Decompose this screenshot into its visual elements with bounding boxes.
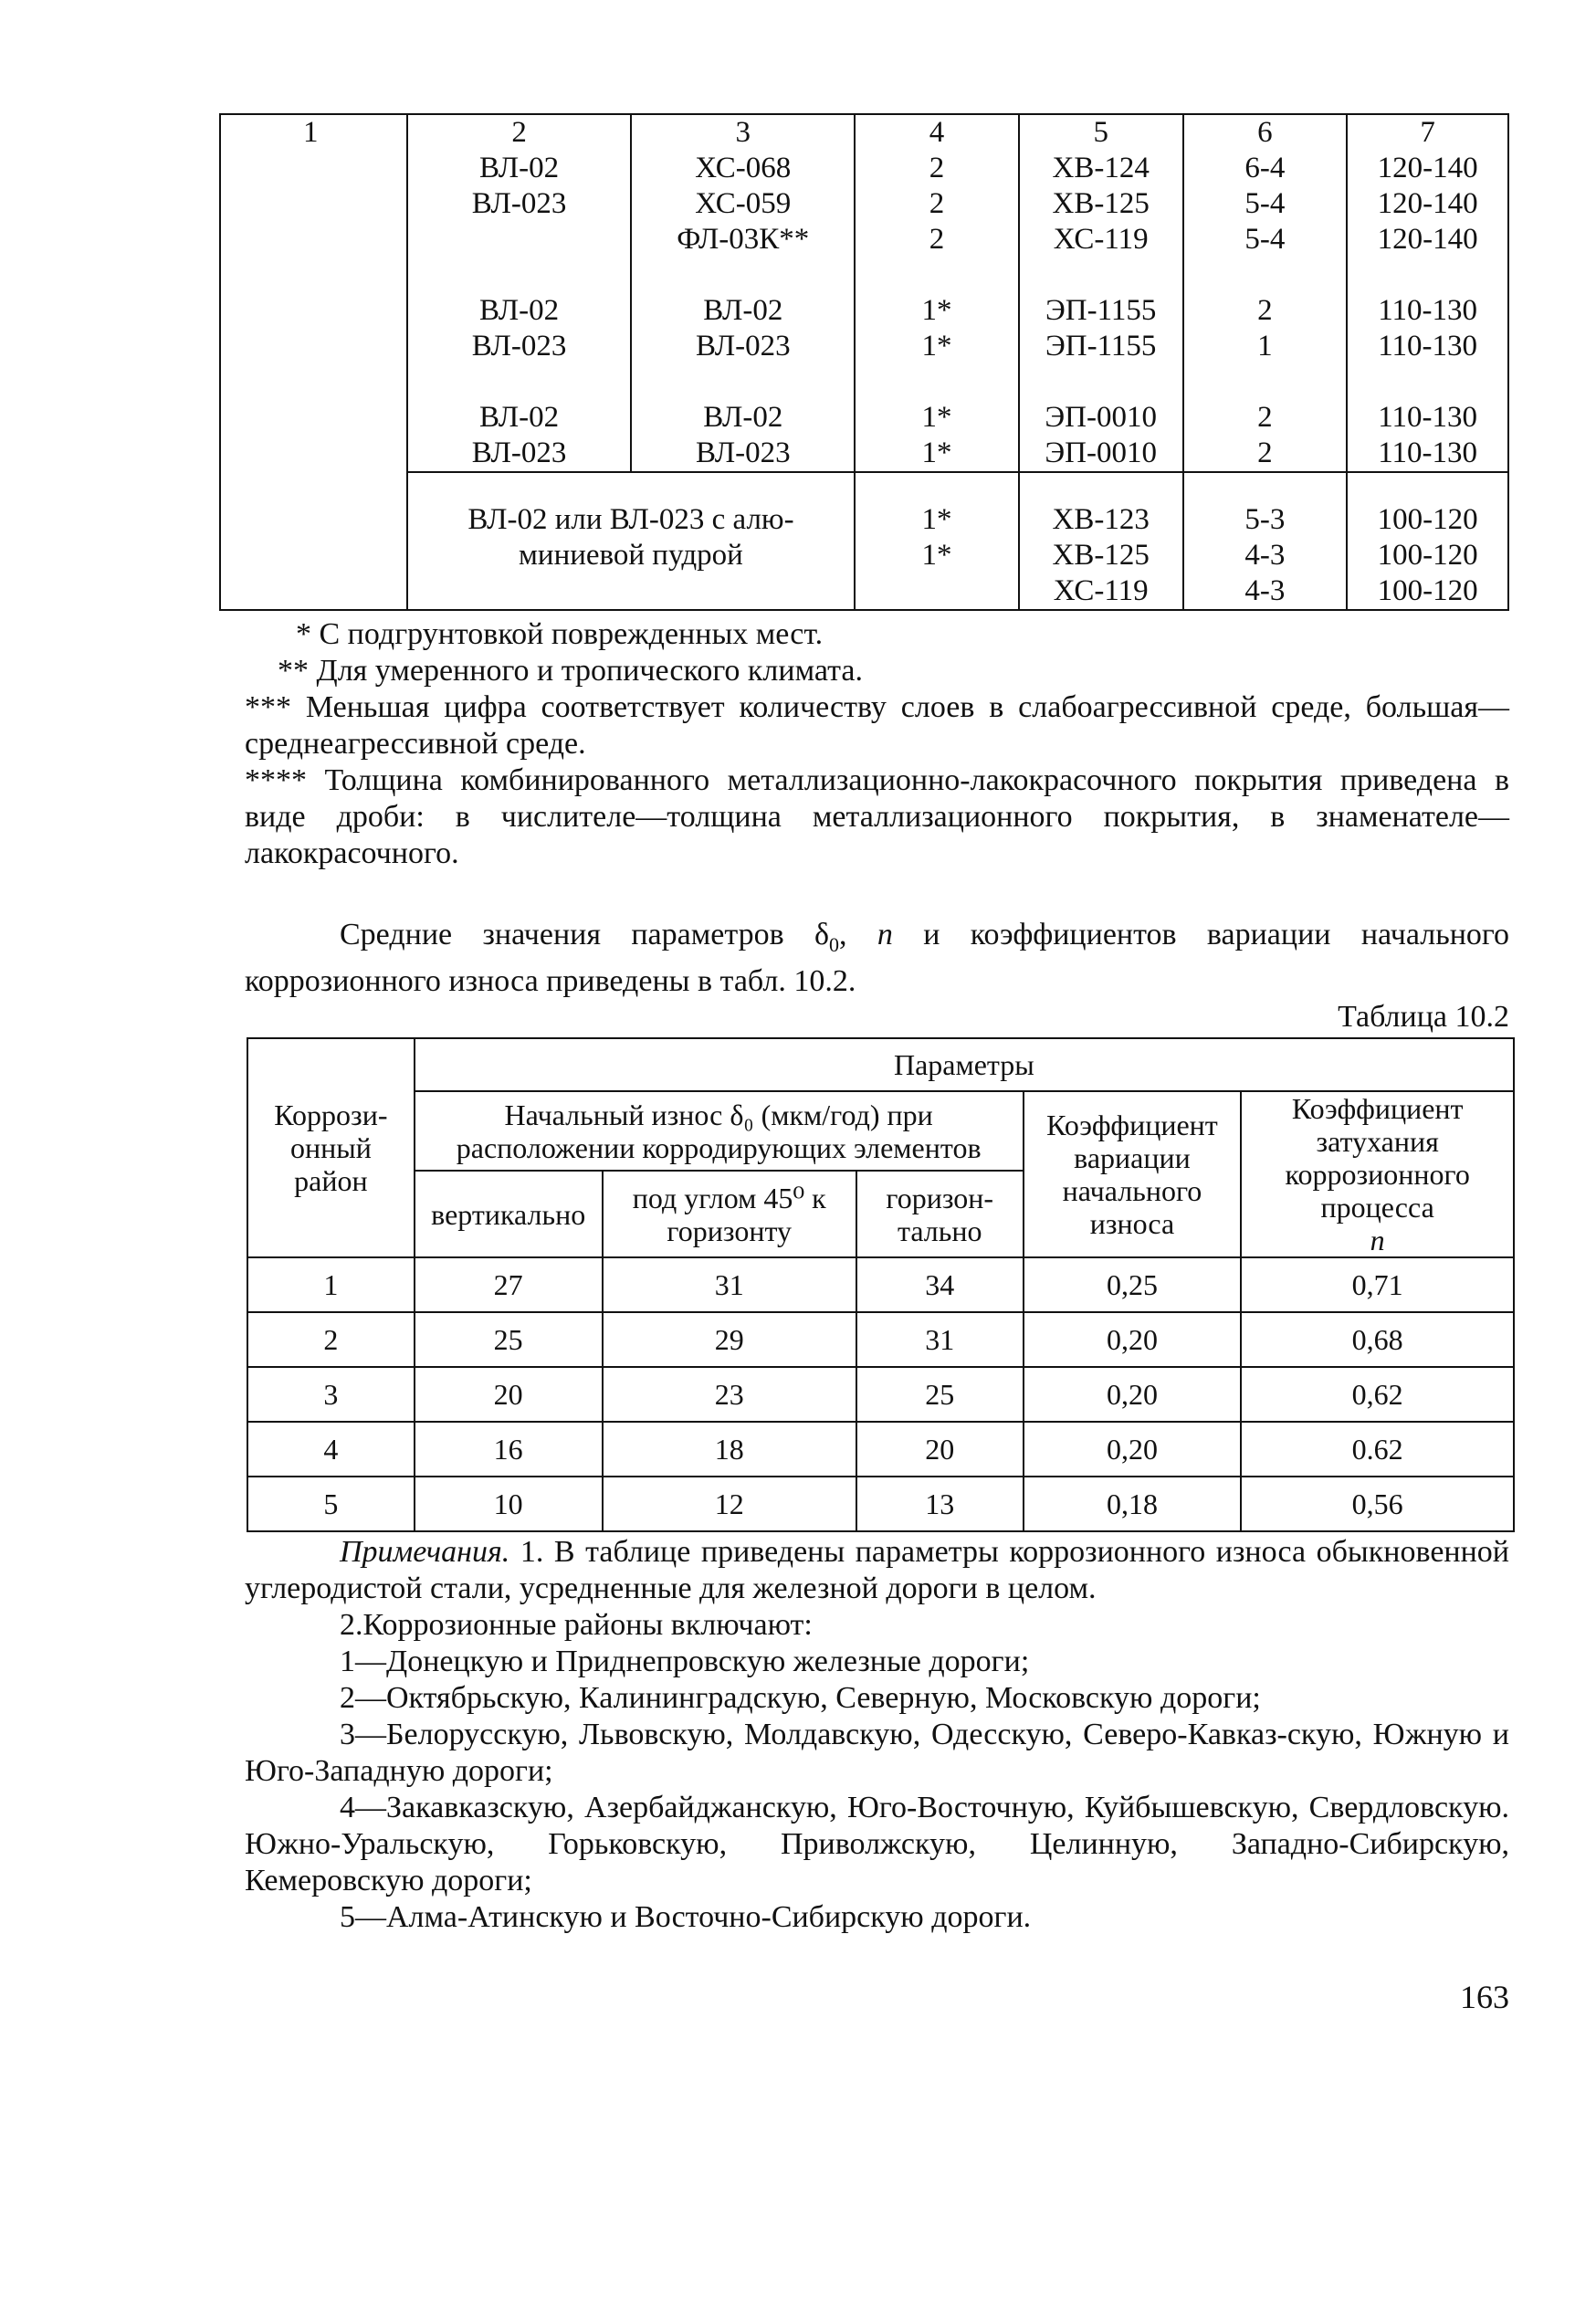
table-cell: 0,71 bbox=[1241, 1257, 1514, 1312]
region-2: 2—Октябрьскую, Калининградскую, Северную, Московскую дороги; bbox=[340, 1681, 1261, 1715]
table-cell: 10 bbox=[415, 1477, 603, 1531]
table-cell: 31 bbox=[856, 1312, 1024, 1367]
notes bbox=[245, 1534, 1509, 1936]
header-vertical: вертикально bbox=[415, 1171, 603, 1257]
footnote-3: *** Меньшая цифра соответствует количеству слоев в слабоагрессивной среде, большая—среднеагрессивной среде. bbox=[245, 690, 1509, 761]
table-row bbox=[247, 1422, 1514, 1477]
table-row bbox=[247, 1477, 1514, 1531]
header-wear: Начальный износ δ₀ (мкм/год) при расположении корродирующих элементов bbox=[415, 1091, 1024, 1171]
table-row bbox=[247, 1257, 1514, 1312]
table-cell: 0,18 bbox=[1024, 1477, 1242, 1531]
table-cell: 34 bbox=[856, 1257, 1024, 1312]
table-cell: 0,56 bbox=[1241, 1477, 1514, 1531]
header-angle: под углом 45⁰ к горизонту bbox=[603, 1171, 856, 1257]
table-cell: 16 bbox=[415, 1422, 603, 1477]
table-cell: 3 bbox=[247, 1367, 415, 1422]
footnotes bbox=[245, 616, 1509, 872]
table-cell: 0,62 bbox=[1241, 1367, 1514, 1422]
table-cell: 12 bbox=[603, 1477, 856, 1531]
table-cell: 4 bbox=[247, 1422, 415, 1477]
header-coef-damping: Коэффициент затухания коррозионного процесса n bbox=[1241, 1091, 1514, 1257]
table-cell: 20 bbox=[415, 1367, 603, 1422]
table-cell: 4 2 2 2 1* 1* 1* 1* bbox=[855, 114, 1019, 472]
table-header-row bbox=[247, 1038, 1514, 1091]
table-cell: ВЛ-02 или ВЛ-023 с алю- миниевой пудрой bbox=[407, 472, 855, 610]
table-cell: 29 bbox=[603, 1312, 856, 1367]
region-5: 5—Алма-Атинскую и Восточно-Сибирскую дороги. bbox=[340, 1900, 1032, 1934]
table-cell: 18 bbox=[603, 1422, 856, 1477]
table-caption: Таблица 10.2 bbox=[1338, 1000, 1509, 1034]
table-cell: 100-120 100-120 100-120 bbox=[1347, 472, 1508, 610]
table-cell: 1* 1* bbox=[855, 472, 1019, 610]
region-1: 1—Донецкую и Приднепровскую железные дороги; bbox=[340, 1645, 1030, 1678]
table-row bbox=[220, 472, 1508, 610]
table-cell: 5 bbox=[247, 1477, 415, 1531]
table-row bbox=[247, 1367, 1514, 1422]
region-3: 3—Белорусскую, Львовскую, Молдавскую, Одесскую, Северо-Кавказ-скую, Южную и Юго-Западную дороги; bbox=[245, 1718, 1509, 1788]
table-cell: ХВ-123 ХВ-125 ХС-119 bbox=[1019, 472, 1183, 610]
note-1: Примечания. 1. В таблице приведены параметры коррозионного износа обыкновенной углеродистой стали, усредненные для железной дороги в целом. bbox=[245, 1535, 1509, 1605]
region-4: 4—Закавказскую, Азербайджанскую, Юго-Восточную, Куйбышевскую, Свердловскую. Южно-Уральскую, Горьковскую, Приволжскую, Целинную, Западно-Сибирскую, Кемеровскую дороги; bbox=[245, 1791, 1509, 1897]
table-cell: 6 6-4 5-4 5-4 2 1 2 2 bbox=[1183, 114, 1348, 472]
table-row bbox=[220, 114, 1508, 472]
corrosion-table bbox=[247, 1037, 1515, 1532]
table-cell: 5-3 4-3 4-3 bbox=[1183, 472, 1348, 610]
intro-paragraph: Средние значения параметров $\delta_0$, n и коэффициентов вариации начального коррозионного износа приведены в табл. 10.2. bbox=[245, 918, 1509, 998]
coating-table bbox=[219, 113, 1509, 611]
table-cell: 5 ХВ-124 ХВ-125 ХС-119 ЭП-1155 ЭП-1155 ЭП-0010 ЭП-0010 bbox=[1019, 114, 1183, 472]
table-cell: 23 bbox=[603, 1367, 856, 1422]
table-cell: 1 bbox=[247, 1257, 415, 1312]
table-cell: 31 bbox=[603, 1257, 856, 1312]
table-cell: 3 ХС-068 ХС-059 ФЛ-03К** ВЛ-02 ВЛ-023 ВЛ-02 ВЛ-023 bbox=[631, 114, 855, 472]
table-cell: 0,20 bbox=[1024, 1312, 1242, 1367]
table-cell: 0,20 bbox=[1024, 1422, 1242, 1477]
table-cell: 2 ВЛ-02 ВЛ-023 ВЛ-02 ВЛ-023 ВЛ-02 ВЛ-023 bbox=[407, 114, 632, 472]
header-horizontal: горизон-тально bbox=[856, 1171, 1024, 1257]
note-2: 2.Коррозионные районы включают: bbox=[340, 1608, 813, 1642]
table-cell: 0,25 bbox=[1024, 1257, 1242, 1312]
table-cell: 2 bbox=[247, 1312, 415, 1367]
footnote-2: ** Для умеренного и тропического климата. bbox=[278, 654, 863, 688]
table-cell: 20 bbox=[856, 1422, 1024, 1477]
table-cell: 13 bbox=[856, 1477, 1024, 1531]
page-number: 163 bbox=[1460, 1979, 1509, 2015]
header-coef-variation: Коэффициент вариации начального износа bbox=[1024, 1091, 1242, 1257]
footnote-1: * С подгрунтовкой поврежденных мест. bbox=[296, 617, 824, 651]
table-cell: 25 bbox=[856, 1367, 1024, 1422]
header-region: Коррози-онный район bbox=[247, 1038, 415, 1257]
footnote-4: **** Толщина комбинированного металлизационно-лакокрасочного покрытия приведена в виде дроби: в числителе—толщина металлизационного покрытия, в знаменателе—лакокрасочного. bbox=[245, 763, 1509, 870]
table-row bbox=[247, 1312, 1514, 1367]
header-params: Параметры bbox=[415, 1038, 1514, 1091]
table-cell: 27 bbox=[415, 1257, 603, 1312]
table-cell: 0.62 bbox=[1241, 1422, 1514, 1477]
table-cell: 0,20 bbox=[1024, 1367, 1242, 1422]
table-header-row bbox=[247, 1091, 1514, 1171]
table-cell: 7 120-140 120-140 120-140 110-130 110-130 110-130 110-130 bbox=[1347, 114, 1508, 472]
table-cell: 0,68 bbox=[1241, 1312, 1514, 1367]
table-cell: 1 bbox=[220, 114, 407, 610]
table-cell: 25 bbox=[415, 1312, 603, 1367]
